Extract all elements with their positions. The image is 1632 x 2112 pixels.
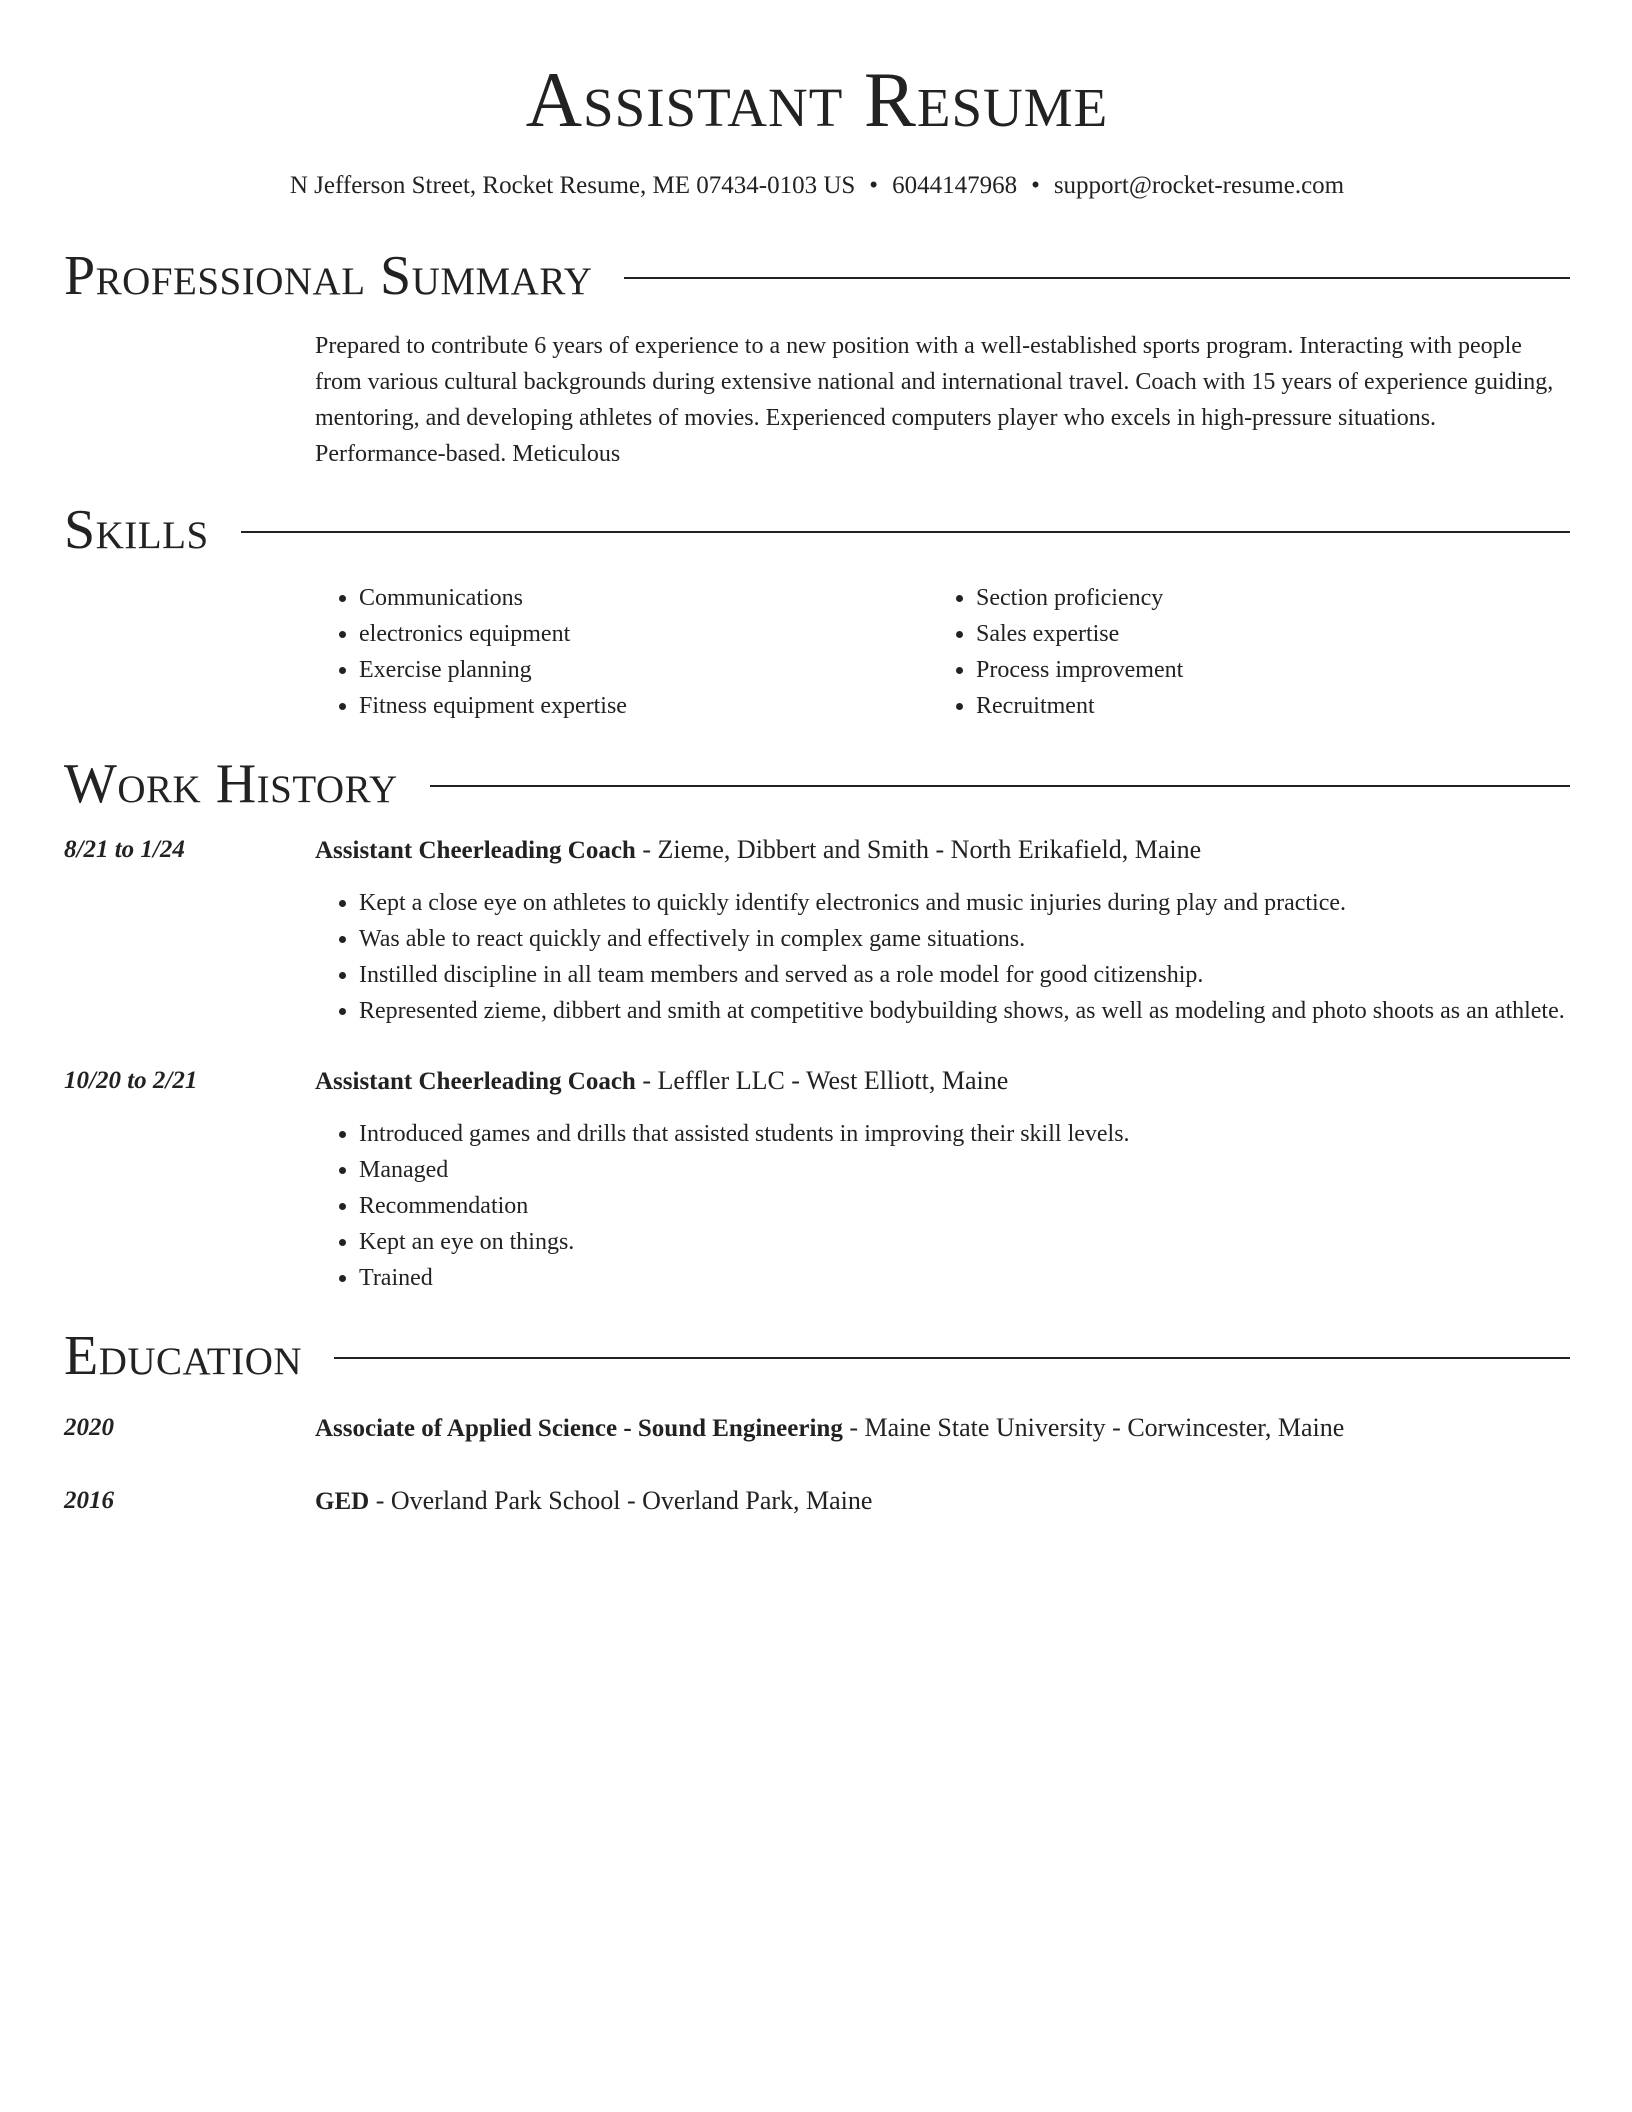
- job-bullet: • Managed: [359, 1152, 1570, 1188]
- job-bullets: [315, 1116, 1570, 1296]
- education-entry: [64, 1483, 1570, 1520]
- section-heading-summary: Professional Summary: [64, 245, 593, 307]
- job-entry: [64, 832, 1570, 1029]
- job-bullet: • Recommendation: [359, 1188, 1570, 1224]
- job-headline: [315, 1063, 1570, 1100]
- job-title: Assistant Cheerleading Coach: [315, 1068, 636, 1095]
- job-bullet: • Represented zieme, dibbert and smith at competitive bodybuilding shows, as well as modeling and photo shoots as an athlete.: [359, 993, 1570, 1029]
- job-dates: 10/20 to 2/21: [64, 1067, 198, 1094]
- job-body: [315, 832, 1570, 1029]
- skills-section-header: [64, 500, 1570, 560]
- skills-column-left: [315, 580, 932, 724]
- education-degree: GED: [315, 1488, 370, 1515]
- contact-email: support@rocket-resume.com: [1053, 172, 1345, 199]
- contact-line: [64, 170, 1570, 202]
- summary-section-header: [64, 246, 1570, 306]
- education-school: - Maine State University - Corwincester, Maine: [842, 1413, 1345, 1442]
- work-section-header: [64, 754, 1570, 814]
- job-employer: - Leffler LLC - West Elliott, Maine: [635, 1066, 1009, 1095]
- job-employer: - Zieme, Dibbert and Smith - North Erikafield, Maine: [635, 835, 1202, 864]
- skills-column-right: [932, 580, 1549, 724]
- education-entry: [64, 1410, 1570, 1447]
- job-bullet: • Introduced games and drills that assisted students in improving their skill levels.: [359, 1116, 1570, 1152]
- contact-separator: •: [869, 172, 879, 199]
- education-section-header: [64, 1326, 1570, 1386]
- job-bullets: [315, 885, 1570, 1029]
- skill-item: • Recruitment: [976, 688, 1549, 724]
- skill-item: • Exercise planning: [359, 652, 932, 688]
- skills-list: [315, 580, 1570, 724]
- job-entry: [64, 1063, 1570, 1296]
- education-body: [315, 1483, 872, 1520]
- section-divider: [624, 277, 1570, 279]
- skill-item: • Sales expertise: [976, 616, 1549, 652]
- job-bullet: • Kept an eye on things.: [359, 1224, 1570, 1260]
- education-year: 2020: [64, 1414, 114, 1441]
- job-dates: 8/21 to 1/24: [64, 836, 185, 863]
- job-bullet: • Trained: [359, 1260, 1570, 1296]
- skill-item: • Section proficiency: [976, 580, 1549, 616]
- skill-item: • electronics equipment: [359, 616, 932, 652]
- summary-text: Prepared to contribute 6 years of experience to a new position with a well-established sports program. Interacting with people from various cultural backgrounds during extensive national and international travel. Coach with 15 years of experience guiding, mentoring, and developing athletes of movies. Experienced computers player who excels in high-pressure situations. Performance-based. Meticulous: [315, 333, 1554, 467]
- education-degree: Associate of Applied Science - Sound Engineering: [315, 1415, 843, 1442]
- job-bullet: • Instilled discipline in all team members and served as a role model for good citizenship.: [359, 957, 1570, 993]
- job-headline: [315, 832, 1570, 869]
- section-heading-education: Education: [64, 1325, 303, 1387]
- job-title: Assistant Cheerleading Coach: [315, 837, 636, 864]
- job-bullet: • Was able to react quickly and effectively in complex game situations.: [359, 921, 1570, 957]
- section-divider: [334, 1357, 1570, 1359]
- skill-item: • Communications: [359, 580, 932, 616]
- education-school: - Overland Park School - Overland Park, Maine: [369, 1486, 873, 1515]
- contact-address: N Jefferson Street, Rocket Resume, ME 07434-0103 US: [289, 172, 856, 199]
- section-divider: [241, 531, 1570, 533]
- contact-phone: 6044147968: [892, 172, 1018, 199]
- education-body: [315, 1410, 1344, 1447]
- page-title: Assistant Resume: [525, 56, 1109, 143]
- job-body: [315, 1063, 1570, 1296]
- job-bullet: • Kept a close eye on athletes to quickly identify electronics and music injuries during play and practice.: [359, 885, 1570, 921]
- education-year: 2016: [64, 1487, 114, 1514]
- skill-item: • Process improvement: [976, 652, 1549, 688]
- resume-page: [64, 0, 1570, 1520]
- section-divider: [430, 785, 1570, 787]
- contact-separator: •: [1031, 172, 1040, 199]
- section-heading-work: Work History: [64, 753, 398, 815]
- skill-item: • Fitness equipment expertise: [359, 688, 932, 724]
- section-heading-skills: Skills: [64, 499, 209, 561]
